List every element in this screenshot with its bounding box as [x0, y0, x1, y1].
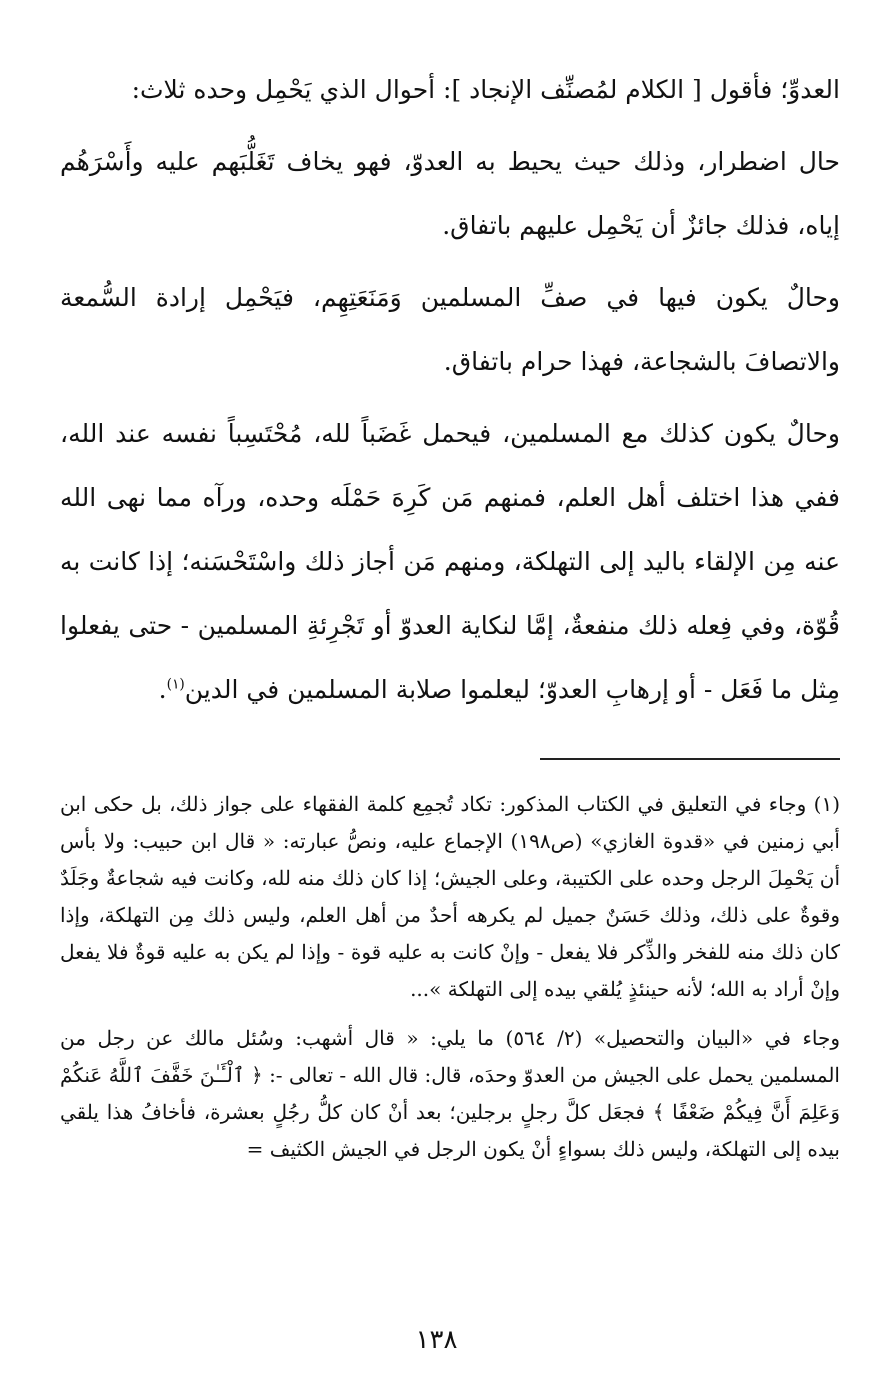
- footnote-paragraph: (١) وجاء في التعليق في الكتاب المذكور: تكاد تُجمِع كلمة الفقهاء على جواز ذلك، بل حكى ابن أبي زمنين في «قدوة الغازي» (ص١٩٨) الإجماع عليه، ونصُّ عبارته: « قال ابن حبيب: ولا بأس أن يَحْمِلَ الرجل وحده على الكتيبة، وعلى الجيش؛ إذا كان ذلك منه لله، وكانت فيه شجاعةٌ وجَلَدٌ وقوةٌ على ذلك، وذلك حَسَنٌ جميل لم يكرهه أحدٌ من أهل العلم، وليس ذلك مِن التهلكة، وإذا كان ذلك منه للفخر والذِّكر فلا يفعل - وإنْ كانت به عليه قوة - وإذا لم يكن به عليه قوةٌ فلا يفعل وإنْ أراد به الله؛ لأنه حينئذٍ يُلقي بيده إلى التهلكة »...: [60, 792, 840, 1001]
- main-paragraph-first-case: حال اضطرار، وذلك حيث يحيط به العدوّ، فهو يخاف تَغَلُّبَهم عليه وأَسْرَهُم إياه، فذلك جائزٌ أن يَحْمِل عليهم باتفاق.: [60, 147, 840, 240]
- closing-period: .: [158, 675, 167, 704]
- main-text: [60, 58, 840, 722]
- footnote-separator: [540, 758, 840, 760]
- main-paragraph-second-case: وحالٌ يكون فيها في صفِّ المسلمين وَمَنَعَتِهِم، فيَحْمِل إرادة السُّمعة والاتصافَ بالشجاعة، فهذا حرام باتفاق.: [60, 283, 840, 376]
- page-body: [60, 58, 840, 1168]
- main-paragraph-intro: العدوِّ؛ فأقول [ الكلام لمُصنِّف الإنجاد ]: أحوال الذي يَحْمِل وحده ثلاث:: [131, 75, 840, 104]
- third-case-text: وحالٌ يكون كذلك مع المسلمين، فيحمل غَضَباً لله، مُحْتَسِباً نفسه عند الله، ففي هذا اختلف أهل العلم، فمنهم مَن كَرِهَ حَمْلَه وحده، ورآه مما نهى الله عنه مِن الإلقاء باليد إلى التهلكة، ومنهم مَن أجاز ذلك واسْتَحْسَنه؛ إذا كانت به قُوّة، وفي فِعله ذلك منفعةٌ، إمَّا لنكاية العدوّ أو تَجْرِئةِ المسلمين - حتى يفعلوا مِثل ما فَعَل - أو إرهابِ العدوّ؛ ليعلموا صلابة المسلمين في الدين: [60, 419, 840, 704]
- main-paragraph-third-case: [60, 402, 840, 722]
- footnotes: [60, 786, 840, 1168]
- footnote-paragraph: وجاء في «البيان والتحصيل» (٢/ ٥٦٤) ما يلي: « قال أشهب: وسُئل مالك عن رجل من المسلمين يحمل على الجيش من العدوّ وحدَه، قال: قال الله - تعالى -: ﴿ ٱلْـَٔـٰنَ خَفَّفَ ٱللَّهُ عَنكُمْ وَعَلِمَ أَنَّ فِيكُمْ ضَعْفًا ﴾ فجعَل كلَّ رجلٍ برجلين؛ بعد أنْ كان كلُّ رجُلٍ بعشرة، فأخافُ هذا يلقي بيده إلى التهلكة، وليس ذلك بسواءٍ أنْ يكون الرجل في الجيش الكثيف =: [60, 1026, 840, 1161]
- footnote-marker: (١): [166, 676, 185, 693]
- page-number: ١٣٨: [415, 1325, 458, 1355]
